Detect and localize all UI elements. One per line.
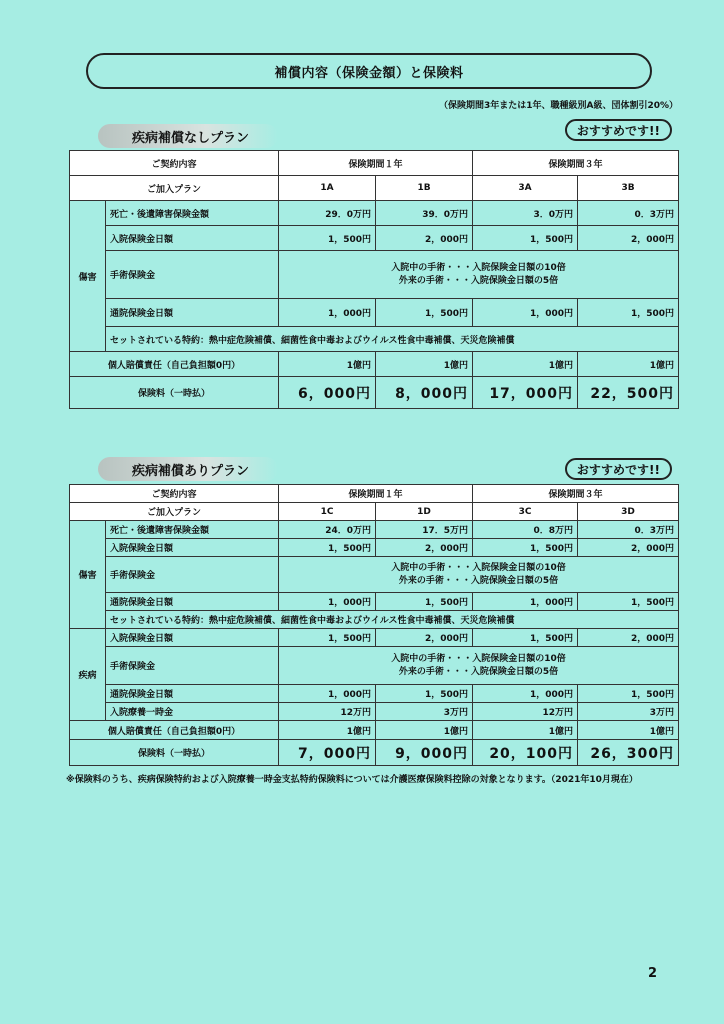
- cell-value: 2，000円: [376, 629, 473, 647]
- cell-value: 1億円: [578, 721, 679, 740]
- row-label: 入院保険金日額: [106, 629, 279, 647]
- cell-value: 1，500円: [578, 685, 679, 703]
- premium-value: 22，500円: [578, 377, 679, 409]
- cell-value: 24．0万円: [279, 521, 376, 539]
- cell-value: 1，500円: [578, 593, 679, 611]
- cell-value: 1億円: [473, 352, 578, 377]
- row-label: 手術保険金: [106, 251, 279, 299]
- category-sickness: 疾病: [70, 629, 106, 721]
- cell-value: 3．0万円: [473, 201, 578, 226]
- surgery-note: [279, 557, 679, 593]
- plan-1c: 1C: [279, 503, 376, 521]
- cell-value: 12万円: [473, 703, 578, 721]
- recommend-badge: おすすめです!!: [565, 119, 672, 141]
- cell-value: 1，500円: [376, 685, 473, 703]
- row-label: 保険料（一時払）: [70, 740, 279, 766]
- cell-value: 1，500円: [279, 226, 376, 251]
- recommend-badge: おすすめです!!: [565, 458, 672, 480]
- row-label: 入院保険金日額: [106, 539, 279, 557]
- header-period-3y: 保険期間３年: [473, 485, 679, 503]
- plan-3b: 3B: [578, 176, 679, 201]
- cell-value: 3万円: [376, 703, 473, 721]
- surgery-note-line2: 外来の手術・・・入院保険金日額の5倍: [398, 575, 559, 586]
- cell-value: 1，000円: [473, 593, 578, 611]
- premium-value: 9，000円: [376, 740, 473, 766]
- cell-value: 1億円: [279, 721, 376, 740]
- header-period-3y: 保険期間３年: [473, 151, 679, 176]
- plan-table-no-sickness: [69, 150, 679, 409]
- premium-value: 20，100円: [473, 740, 578, 766]
- premium-value: 17，000円: [473, 377, 578, 409]
- special-clauses: セットされている特約：熱中症危険補償、細菌性食中毒およびウイルス性食中毒補償、天災危険補償: [106, 327, 679, 352]
- row-label: 手術保険金: [106, 557, 279, 593]
- page-title: 補償内容（保険金額）と保険料: [86, 53, 652, 89]
- surgery-note: [279, 647, 679, 685]
- cell-value: 0．3万円: [578, 201, 679, 226]
- row-label: 保険料（一時払）: [70, 377, 279, 409]
- plan-3c: 3C: [473, 503, 578, 521]
- cell-value: 1，500円: [279, 629, 376, 647]
- cell-value: 1，000円: [279, 299, 376, 327]
- row-label: 手術保険金: [106, 647, 279, 685]
- plan-1b: 1B: [376, 176, 473, 201]
- cell-value: 2，000円: [578, 226, 679, 251]
- header-plan: ご加入プラン: [70, 176, 279, 201]
- cell-value: 1，500円: [473, 539, 578, 557]
- cell-value: 1億円: [376, 721, 473, 740]
- row-label: 通院保険金日額: [106, 299, 279, 327]
- cell-value: 1，500円: [473, 226, 578, 251]
- cell-value: 3万円: [578, 703, 679, 721]
- category-injury: 傷害: [70, 521, 106, 629]
- premium-value: 6，000円: [279, 377, 376, 409]
- row-label: 死亡・後遺障害保険金額: [106, 521, 279, 539]
- row-label: 個人賠償責任（自己負担額0円）: [70, 721, 279, 740]
- plan-3a: 3A: [473, 176, 578, 201]
- section-label-no-sickness: 疾病補償なしプラン: [98, 124, 278, 148]
- plan-3d: 3D: [578, 503, 679, 521]
- row-label: 入院保険金日額: [106, 226, 279, 251]
- surgery-note-line1: 入院中の手術・・・入院保険金日額の10倍: [391, 653, 566, 664]
- page-number: 2: [648, 966, 658, 981]
- header-period-1y: 保険期間１年: [279, 151, 473, 176]
- cell-value: 0．3万円: [578, 521, 679, 539]
- cell-value: 1億円: [578, 352, 679, 377]
- cell-value: 1，500円: [578, 299, 679, 327]
- header-period-1y: 保険期間１年: [279, 485, 473, 503]
- cell-value: 0．8万円: [473, 521, 578, 539]
- cell-value: 1，000円: [473, 685, 578, 703]
- cell-value: 1，000円: [473, 299, 578, 327]
- row-label: 通院保険金日額: [106, 593, 279, 611]
- cell-value: 1，500円: [473, 629, 578, 647]
- surgery-note-line2: 外来の手術・・・入院保険金日額の5倍: [398, 666, 559, 677]
- surgery-note-line1: 入院中の手術・・・入院保険金日額の10倍: [391, 262, 566, 273]
- header-contract: ご契約内容: [70, 151, 279, 176]
- cell-value: 1，000円: [279, 593, 376, 611]
- cell-value: 2，000円: [578, 539, 679, 557]
- header-plan: ご加入プラン: [70, 503, 279, 521]
- plan-table-with-sickness: [69, 484, 679, 766]
- section-label-with-sickness: 疾病補償ありプラン: [98, 457, 278, 481]
- header-contract: ご契約内容: [70, 485, 279, 503]
- surgery-note-line1: 入院中の手術・・・入院保険金日額の10倍: [391, 562, 566, 573]
- premium-value: 26，300円: [578, 740, 679, 766]
- cell-value: 39．0万円: [376, 201, 473, 226]
- cell-value: 1億円: [473, 721, 578, 740]
- plan-1d: 1D: [376, 503, 473, 521]
- cell-value: 2，000円: [376, 539, 473, 557]
- premium-value: 8，000円: [376, 377, 473, 409]
- cell-value: 1，500円: [279, 539, 376, 557]
- special-clauses: セットされている特約：熱中症危険補償、細菌性食中毒およびウイルス性食中毒補償、天災危険補償: [106, 611, 679, 629]
- footnote: ※保険料のうち、疾病保険特約および入院療養一時金支払特約保険料については介護医療保険料控除の対象となります。（2021年10月現在）: [66, 775, 638, 785]
- cell-value: 1，500円: [376, 299, 473, 327]
- row-label: 死亡・後遺障害保険金額: [106, 201, 279, 226]
- cell-value: 1億円: [376, 352, 473, 377]
- title-note: （保険期間3年または1年、職種級別A級、団体割引20%）: [438, 101, 678, 111]
- surgery-note: [279, 251, 679, 299]
- row-label: 入院療養一時金: [106, 703, 279, 721]
- row-label: 個人賠償責任（自己負担額0円）: [70, 352, 279, 377]
- premium-value: 7，000円: [279, 740, 376, 766]
- cell-value: 29．0万円: [279, 201, 376, 226]
- surgery-note-line2: 外来の手術・・・入院保険金日額の5倍: [398, 275, 559, 286]
- cell-value: 2，000円: [376, 226, 473, 251]
- cell-value: 1，000円: [279, 685, 376, 703]
- cell-value: 1億円: [279, 352, 376, 377]
- cell-value: 1，500円: [376, 593, 473, 611]
- cell-value: 2，000円: [578, 629, 679, 647]
- cell-value: 12万円: [279, 703, 376, 721]
- cell-value: 17．5万円: [376, 521, 473, 539]
- plan-1a: 1A: [279, 176, 376, 201]
- row-label: 通院保険金日額: [106, 685, 279, 703]
- category-injury: 傷害: [70, 201, 106, 352]
